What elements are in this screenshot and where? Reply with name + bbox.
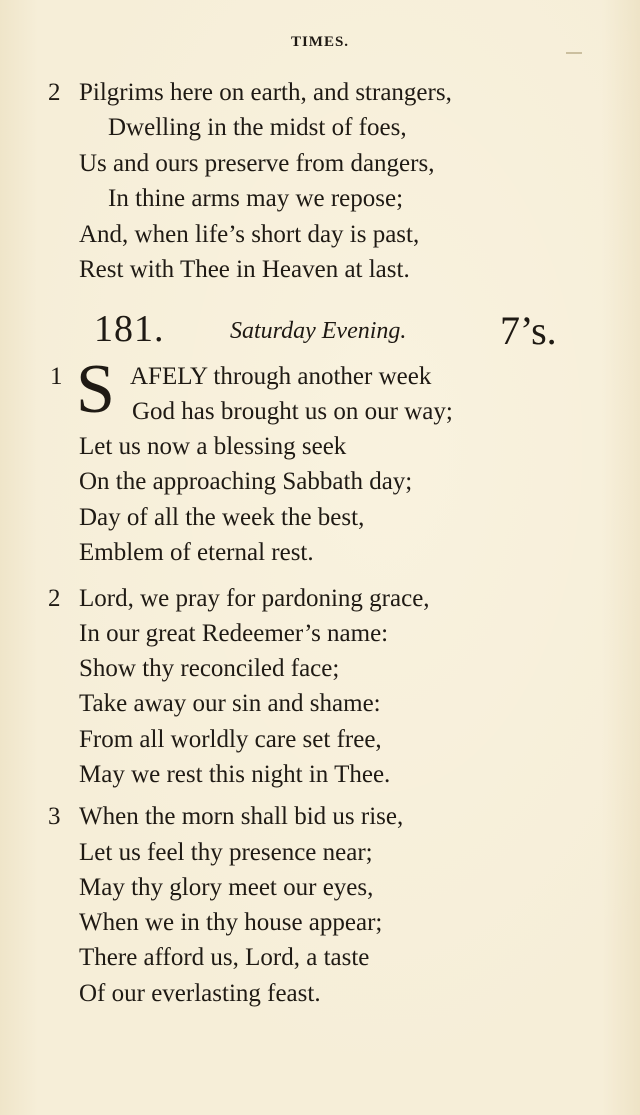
verse-line: May thy glory meet our eyes, bbox=[79, 874, 374, 901]
verse-line: Lord, we pray for pardoning grace, bbox=[79, 585, 430, 612]
page-mark bbox=[566, 52, 582, 54]
verse-line: On the approaching Sabbath day; bbox=[79, 468, 413, 495]
verse-line: When the morn shall bid us rise, bbox=[79, 803, 404, 830]
verse-line: Dwelling in the midst of foes, bbox=[108, 114, 407, 141]
hymn-title: Saturday Evening. bbox=[230, 318, 407, 344]
running-head: TIMES. bbox=[290, 34, 350, 50]
verse-line: Emblem of eternal rest. bbox=[79, 539, 314, 566]
verse-line: From all worldly care set free, bbox=[79, 726, 382, 753]
verse-number: 1 bbox=[50, 363, 63, 390]
verse-line: Let us now a blessing seek bbox=[79, 433, 347, 460]
verse-line: Us and ours preserve from dangers, bbox=[79, 150, 435, 177]
drop-cap: S bbox=[76, 351, 115, 428]
verse-line: There afford us, Lord, a taste bbox=[79, 944, 370, 971]
verse-line: In thine arms may we repose; bbox=[108, 185, 404, 212]
verse-number: 3 bbox=[48, 803, 61, 830]
verse-line: Pilgrims here on earth, and strangers, bbox=[79, 79, 452, 106]
verse-line: Let us feel thy presence near; bbox=[79, 839, 373, 866]
verse-line: When we in thy house appear; bbox=[79, 909, 383, 936]
verse-line: May we rest this night in Thee. bbox=[79, 761, 391, 788]
verse-number: 2 bbox=[48, 79, 61, 106]
verse-line: In our great Redeemer’s name: bbox=[79, 620, 389, 647]
verse-line: And, when life’s short day is past, bbox=[79, 221, 420, 248]
verse-line: God has brought us on our way; bbox=[132, 398, 453, 425]
verse-number: 2 bbox=[48, 585, 61, 612]
hymn-meter: 7’s. bbox=[500, 308, 557, 353]
verse-line: Rest with Thee in Heaven at last. bbox=[79, 256, 410, 283]
verse-line: Of our everlasting feast. bbox=[79, 980, 321, 1007]
hymn-header bbox=[0, 306, 640, 356]
verse-line: AFELY through another week bbox=[130, 363, 432, 390]
hymn-number: 181. bbox=[94, 308, 165, 350]
verse-line: Day of all the week the best, bbox=[79, 504, 365, 531]
verse-line: Take away our sin and shame: bbox=[79, 690, 381, 717]
verse-line: Show thy reconciled face; bbox=[79, 655, 340, 682]
